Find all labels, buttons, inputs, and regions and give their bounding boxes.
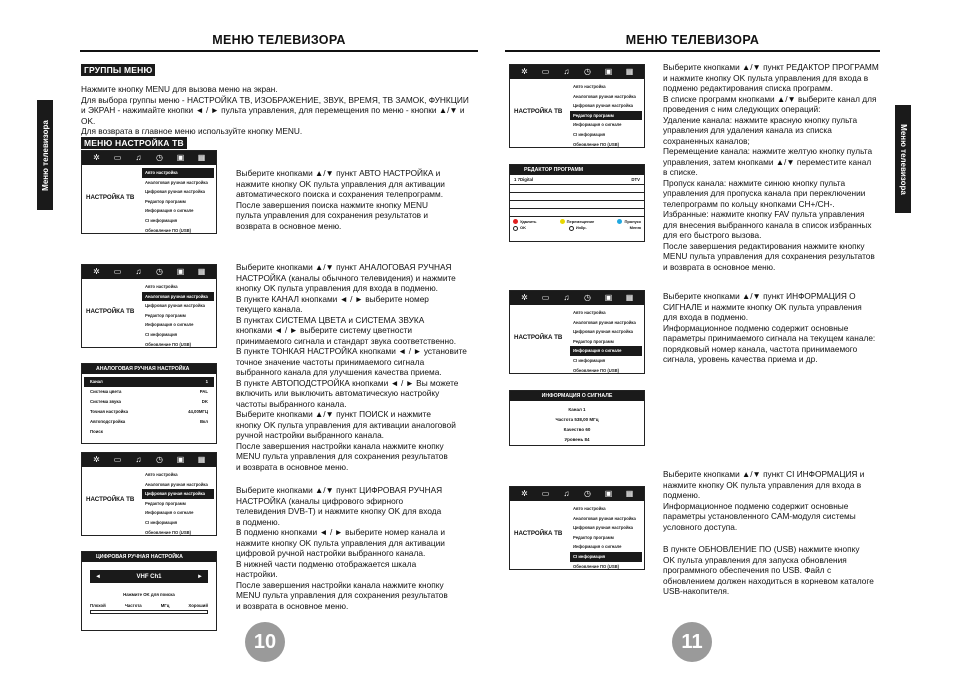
monitor-icon: ▭ — [113, 267, 122, 276]
intro-line: и ЭКРАН - нажимайте кнопки ◄ / ► пульта управления, для перемещения по меню - кнопки ▲/▼ и OK. — [81, 105, 465, 126]
clock-icon: ◷ — [156, 153, 163, 162]
text-line: НАСТРОЙКА (каналы обычного телевидения) и нажмите — [236, 272, 456, 283]
row-label: Точная настройка — [90, 409, 128, 414]
page-number: 10 — [245, 622, 285, 662]
menu-item-update[interactable]: Обновление ПО (USB) — [573, 367, 620, 373]
text-line: MENU пульта управления для сохранения результатов — [663, 251, 875, 261]
text-line: ручной настройки выбранного канала. — [236, 430, 384, 440]
legend-label: Перемещение — [566, 219, 595, 224]
legend-label: Избр. — [575, 225, 587, 231]
digital-tuning-text — [236, 485, 476, 611]
text-line: выбранного канала для улучшения качества приема. — [236, 367, 442, 377]
program-row-empty[interactable] — [510, 201, 644, 209]
text-line: В списке программ кнопками ▲/▼ выберите канал для — [663, 93, 877, 104]
menu-item-auto[interactable]: Авто настройка — [145, 472, 178, 477]
text-line: Выберите кнопками ▲/▼ пункт АНАЛОГОВАЯ РУЧНАЯ — [236, 262, 452, 272]
right-arrow-icon[interactable]: ► — [197, 573, 203, 580]
legend-fav — [569, 225, 587, 230]
text-line: обновлением должен находиться в корневом каталоге — [663, 575, 874, 586]
text-line: программного обеспечения по USB. Файл с — [663, 565, 832, 575]
scale-label: Хороший — [188, 603, 208, 608]
page-title: МЕНЮ ТЕЛЕВИЗОРА — [212, 33, 346, 47]
lock-icon: ▣ — [176, 455, 185, 464]
text-line: В пункте ТОНКАЯ НАСТРОЙКА кнопками ◄ / ► установите — [236, 346, 467, 356]
submenu-row[interactable] — [82, 417, 216, 427]
program-editor-text — [663, 62, 888, 272]
program-channel: 1 7Digital — [514, 177, 534, 182]
usb-update-text — [663, 544, 888, 597]
program-row-empty[interactable] — [510, 193, 644, 201]
editor-legend-row1 — [510, 217, 644, 224]
text-line: Выберите кнопками ▲/▼ пункт ЦИФРОВАЯ РУЧНАЯ — [236, 485, 443, 495]
tv-menu-screen — [509, 290, 645, 374]
text-line: проведения с ним следующих операций: — [663, 104, 821, 114]
text-line: и возврата в основное меню. — [236, 461, 349, 472]
signal-scale-bar — [90, 610, 208, 614]
music-note-icon: ♫ — [135, 153, 142, 162]
text-line: В пунктах СИСТЕМА ЦВЕТА и СИСТЕМА ЗВУКА — [236, 314, 425, 325]
menu-item-editor[interactable]: Редактор программ — [145, 500, 186, 506]
submenu-title: ИНФОРМАЦИЯ О СИГНАЛЕ — [510, 391, 644, 401]
menu-item-analog[interactable]: Аналоговая ручная настройка — [145, 481, 208, 487]
menu-item-editor[interactable]: Редактор программ — [145, 198, 186, 204]
lock-icon: ▣ — [604, 67, 613, 76]
gear-icon: ✲ — [521, 293, 528, 302]
legend-delete — [513, 219, 536, 224]
menu-item-editor[interactable]: Редактор программ — [570, 111, 642, 121]
menu-item-signal[interactable]: Информация о сигнале — [573, 122, 622, 128]
text-line: и возврата в основное меню. — [663, 261, 776, 272]
side-tab-label: Меню телевизора — [40, 119, 50, 191]
submenu-title: ЦИФРОВАЯ РУЧНАЯ НАСТРОЙКА — [82, 552, 216, 562]
row-value: 44,00МГЦ — [188, 409, 208, 414]
ok-button-icon — [513, 226, 518, 231]
menu-item-update[interactable]: Обновление ПО (USB) — [145, 529, 192, 535]
text-line: условного доступа. — [663, 521, 738, 532]
text-line: подменю редактирования списка программ. — [663, 83, 833, 93]
signal-info-line: Качество 60 — [563, 427, 591, 432]
row-label: Поиск — [90, 429, 103, 434]
menu-item-analog[interactable]: Аналоговая ручная настройка — [142, 292, 214, 302]
text-line: Информационное подменю содержит основные — [663, 500, 849, 511]
submenu-title: РЕДАКТОР ПРОГРАММ — [510, 165, 644, 175]
monitor-icon: ▭ — [113, 153, 122, 162]
legend-move — [560, 219, 595, 224]
digital-tuning-submenu — [81, 551, 217, 631]
text-line: настройки. — [236, 569, 278, 579]
music-note-icon: ♫ — [135, 267, 142, 276]
intro-text — [81, 84, 481, 137]
intro-line: Нажмите кнопку MENU для вызова меню на экран. — [81, 84, 278, 94]
text-line: Удаление канала: нажмите красную кнопку пульта — [663, 114, 858, 125]
text-line: Перемещение канала: нажмите желтую кнопку пульта — [663, 146, 873, 156]
side-tab-left — [37, 100, 53, 210]
grid-icon: ▦ — [625, 293, 634, 302]
clock-icon: ◷ — [156, 455, 163, 464]
fav-button-icon — [569, 226, 574, 231]
text-line: частоты выбранного канала. — [236, 398, 347, 409]
text-line: нажмите кнопку OK пульта управления для входа в — [663, 479, 862, 490]
yellow-button-icon — [560, 219, 565, 224]
menu-list — [570, 308, 642, 375]
menu-item-ci[interactable]: CI информация — [573, 131, 606, 137]
intro-line: Для выбора группы меню - НАСТРОЙКА ТВ, ИЗОБРАЖЕНИЕ, ЗВУК, ВРЕМЯ, ТВ ЗАМОК, ФУНКЦИИ — [81, 94, 469, 105]
text-line: Выберите кнопками ▲/▼ пункт ИНФОРМАЦИЯ О — [663, 291, 856, 301]
menu-item-editor[interactable]: Редактор программ — [145, 312, 186, 318]
menu-list — [142, 282, 214, 349]
text-line: USB-накопителя. — [663, 586, 730, 596]
menu-title: НАСТРОЙКА ТВ — [514, 334, 563, 341]
menu-title: НАСТРОЙКА ТВ — [86, 496, 135, 503]
gear-icon: ✲ — [521, 67, 528, 76]
tv-menu-screen — [81, 264, 217, 348]
scale-label: МГц — [160, 603, 170, 608]
text-line: Пропуск канала: нажмите синюю кнопку пульта — [663, 177, 846, 188]
row-value: DK — [201, 399, 208, 404]
text-line: пульта управления для сохранения результатов и — [236, 210, 429, 220]
text-line: параметры принимаемого сигнала на текущем канале: — [663, 333, 876, 343]
text-line: MENU пульта управления для сохранения результатов — [236, 451, 448, 461]
left-arrow-icon[interactable]: ◄ — [95, 573, 101, 580]
grid-icon: ▦ — [625, 489, 634, 498]
menu-item-auto[interactable]: Авто настройка — [142, 168, 214, 178]
monitor-icon: ▭ — [541, 67, 550, 76]
tv-menu-screen — [509, 64, 645, 148]
row-value: 1 — [205, 379, 208, 384]
row-label: Система звука — [90, 399, 121, 404]
clock-icon: ◷ — [584, 293, 591, 302]
tv-menu-screen — [509, 486, 645, 570]
text-line: После завершения настройки канала нажмите кнопку — [236, 579, 444, 590]
row-label: Канал — [90, 379, 103, 384]
menu-item-signal[interactable]: Информация о сигнале — [145, 208, 194, 214]
clock-icon: ◷ — [584, 489, 591, 498]
monitor-icon: ▭ — [113, 455, 122, 464]
text-line: параметры установленного CAM-модуля системы — [663, 511, 856, 521]
music-note-icon: ♫ — [563, 489, 570, 498]
submenu-row[interactable] — [82, 397, 216, 407]
page-title: МЕНЮ ТЕЛЕВИЗОРА — [625, 33, 760, 47]
text-line: кнопку OK пульта управления для входа в подменю. — [236, 283, 438, 293]
menu-item-update[interactable]: Обновление ПО (USB) — [145, 227, 192, 233]
monitor-icon: ▭ — [541, 293, 550, 302]
menu-item-auto[interactable]: Авто настройка — [145, 284, 178, 289]
music-note-icon: ♫ — [135, 455, 142, 464]
header-rule — [505, 50, 880, 52]
menu-item-ci[interactable]: CI информация — [145, 519, 178, 525]
tv-menu-screen — [81, 452, 217, 536]
menu-item-digital[interactable]: Цифровая ручная настройка — [145, 189, 205, 195]
text-line: нажмите кнопку OK пульта управления для активации — [236, 178, 445, 189]
intro-line: Для возврата в главное меню используйте кнопку MENU. — [81, 126, 303, 136]
legend-label: OK — [520, 225, 526, 231]
text-line: В подменю кнопками ◄ / ► выберите номер канала и — [236, 527, 446, 537]
side-tab-right — [895, 105, 911, 213]
menu-list — [570, 504, 642, 571]
signal-info-line: Уровень 84 — [564, 437, 590, 442]
gear-icon: ✲ — [93, 153, 100, 162]
menu-list — [142, 470, 214, 537]
search-hint: Нажмите OK для поиска — [123, 592, 175, 597]
menu-item-analog[interactable]: Аналоговая ручная настройка — [145, 179, 208, 185]
scale-label: Плохой — [90, 603, 106, 608]
menu-item-analog[interactable]: Аналоговая ручная настройка — [573, 319, 636, 325]
clock-icon: ◷ — [156, 267, 163, 276]
text-line: порядковый номер канала, частота принимаемого — [663, 343, 858, 354]
menu-icon-bar — [510, 65, 644, 79]
menu-title: НАСТРОЙКА ТВ — [86, 194, 135, 201]
program-row-empty[interactable] — [510, 209, 644, 217]
red-button-icon — [513, 219, 518, 224]
auto-tuning-text — [236, 168, 476, 231]
row-label: Автоподстройка — [90, 419, 126, 424]
signal-info-line: Частота 538,00 МГц — [555, 417, 599, 422]
text-line: OK пульта управления для запуска обновления — [663, 554, 847, 565]
menu-item-digital[interactable]: Цифровая ручная настройка — [573, 103, 633, 109]
submenu-row[interactable] — [82, 407, 216, 417]
menu-icon-bar — [82, 151, 216, 165]
grid-icon: ▦ — [197, 267, 206, 276]
legend-skip — [617, 219, 641, 224]
text-line: управления для пропуска канала при переключении — [663, 188, 866, 198]
menu-item-digital[interactable]: Цифровая ручная настройка — [573, 525, 633, 531]
menu-item-analog[interactable]: Аналоговая ручная настройка — [573, 515, 636, 521]
menu-item-auto[interactable]: Авто настройка — [573, 310, 606, 315]
menu-item-digital[interactable]: Цифровая ручная настройка — [142, 489, 214, 499]
section-tag-groups: ГРУППЫ МЕНЮ — [81, 64, 155, 76]
legend-label: Меню — [629, 225, 641, 231]
gear-icon: ✲ — [521, 489, 528, 498]
section-tag-settings: МЕНЮ НАСТРОЙКА ТВ — [81, 137, 187, 149]
menu-item-ci[interactable]: CI информация — [570, 552, 642, 562]
legend-ok — [513, 225, 526, 230]
row-value: PAL — [199, 389, 208, 394]
monitor-icon: ▭ — [541, 489, 550, 498]
text-line: для внесения выбранного канала в список избранных — [663, 219, 872, 230]
program-editor-submenu — [509, 164, 645, 242]
text-line: и нажмите кнопку OK пульта управления для входа в — [663, 72, 869, 83]
menu-item-signal[interactable]: Информация о сигнале — [145, 510, 194, 516]
text-line: в подменю. — [236, 516, 280, 527]
signal-info-text — [663, 291, 888, 365]
text-line: нажмите кнопку OK пульта управления для активации — [236, 537, 445, 548]
menu-item-auto[interactable]: Авто настройка — [573, 506, 606, 511]
menu-title: НАСТРОЙКА ТВ — [514, 530, 563, 537]
lock-icon: ▣ — [604, 293, 613, 302]
menu-icon-bar — [510, 487, 644, 501]
text-line: для входа в подменю. — [663, 312, 749, 322]
submenu-title: АНАЛОГОВАЯ РУЧНАЯ НАСТРОЙКА — [82, 364, 216, 374]
analog-tuning-submenu — [81, 363, 217, 444]
text-line: возврата в основное меню. — [236, 220, 342, 231]
menu-item-digital[interactable]: Цифровая ручная настройка — [145, 303, 205, 309]
text-line: НАСТРОЙКА (каналы цифрового эфирного — [236, 495, 404, 506]
menu-title: НАСТРОЙКА ТВ — [514, 108, 563, 115]
menu-icon-bar — [510, 291, 644, 305]
clock-icon: ◷ — [584, 67, 591, 76]
submenu-row[interactable] — [84, 377, 214, 387]
row-label: Система цвета — [90, 389, 122, 394]
text-line: принимаемого сигнала и стандарт звука соответственно. — [236, 335, 457, 346]
text-line: Выберите кнопками ▲/▼ пункт АВТО НАСТРОЙКА и — [236, 168, 441, 178]
text-line: Выберите кнопками ▲/▼ пункт РЕДАКТОР ПРОГРАММ — [663, 62, 879, 72]
legend-label: Пропуск — [624, 219, 641, 224]
text-line: СИГНАЛЕ и нажмите кнопку OK пульта управления — [663, 301, 862, 312]
signal-info-line: Канал 1 — [568, 407, 586, 412]
text-line: Выберите кнопками ▲/▼ пункт CI ИНФОРМАЦИЯ и — [663, 469, 865, 479]
grid-icon: ▦ — [197, 153, 206, 162]
text-line: в списке. — [663, 167, 698, 177]
blue-button-icon — [617, 219, 622, 224]
text-line: управления для удаления канала из списка — [663, 125, 832, 135]
menu-item-ci[interactable]: CI информация — [145, 331, 178, 337]
text-line: Выберите кнопками ▲/▼ пункт ПОИСК и нажмите — [236, 409, 431, 419]
scale-label: Частота — [124, 603, 142, 608]
text-line: телевидения DVB-T) и нажмите кнопку OK для входа — [236, 506, 442, 516]
text-line: В пункте АВТОПОДСТРОЙКА кнопками ◄ / ► Вы можете — [236, 377, 459, 388]
menu-item-signal[interactable]: Информация о сигнале — [145, 322, 194, 328]
row-value: Вкл — [199, 419, 208, 424]
menu-list — [142, 168, 214, 235]
gear-icon: ✲ — [93, 267, 100, 276]
menu-item-digital[interactable]: Цифровая ручная настройка — [573, 329, 633, 335]
text-line: сохраненных каналов; — [663, 135, 750, 146]
program-row[interactable] — [510, 175, 644, 185]
text-line: управления, затем кнопками ▲/▼ переместите канал — [663, 156, 872, 167]
header-rule — [80, 50, 478, 52]
page-header-right — [505, 33, 880, 49]
editor-legend-row2 — [510, 224, 644, 230]
program-type: DTV — [631, 177, 640, 182]
signal-info-submenu — [509, 390, 645, 446]
lock-icon: ▣ — [176, 267, 185, 276]
text-line: текущего канала. — [236, 304, 303, 314]
text-line: После завершения редактирования нажмите кнопку — [663, 240, 865, 251]
menu-item-signal[interactable]: Информация о сигнале — [573, 544, 622, 550]
menu-item-ci[interactable]: CI информация — [573, 357, 606, 363]
music-note-icon: ♫ — [563, 67, 570, 76]
analog-tuning-text — [236, 262, 476, 472]
legend-menu — [630, 225, 641, 230]
page-number: 11 — [672, 622, 712, 662]
menu-item-auto[interactable]: Авто настройка — [573, 84, 606, 89]
text-line: для его быстрого вызова. — [663, 230, 762, 240]
tv-menu-screen — [81, 150, 217, 234]
text-line: включить или выключить автоматическую настройку — [236, 388, 440, 398]
menu-item-ci[interactable]: CI информация — [145, 217, 178, 223]
page-header-left — [80, 33, 478, 49]
channel-selector[interactable] — [90, 570, 208, 583]
text-line: кнопку OK пульта управления для активации аналоговой — [236, 419, 456, 430]
menu-item-signal[interactable]: Информация о сигнале — [570, 346, 642, 356]
menu-item-editor[interactable]: Редактор программ — [573, 338, 614, 344]
menu-title: НАСТРОЙКА ТВ — [86, 308, 135, 315]
ci-info-text — [663, 469, 888, 532]
submenu-row[interactable] — [82, 387, 216, 397]
text-line: После завершения поиска нажмите кнопку MENU — [236, 199, 428, 210]
menu-item-update[interactable]: Обновление ПО (USB) — [573, 563, 620, 569]
lock-icon: ▣ — [176, 153, 185, 162]
menu-item-update[interactable]: Обновление ПО (USB) — [573, 141, 620, 147]
grid-icon: ▦ — [197, 455, 206, 464]
text-line: подменю. — [663, 490, 701, 500]
text-line: цифровой ручной настройки выбранного канала. — [236, 548, 426, 558]
text-line: телепрограмм по кольцу кнопками CH+/CH-. — [663, 198, 835, 209]
text-line: В нижней части подменю отображается шкала — [236, 558, 417, 569]
music-note-icon: ♫ — [563, 293, 570, 302]
menu-list — [570, 82, 642, 149]
lock-icon: ▣ — [604, 489, 613, 498]
text-line: В пункте ОБНОВЛЕНИЕ ПО (USB) нажмите кнопку — [663, 544, 860, 554]
text-line: Информационное подменю содержит основные — [663, 322, 849, 333]
menu-icon-bar — [82, 453, 216, 467]
text-line: кнопками ◄ / ► выберите систему цветности — [236, 325, 413, 335]
program-row-empty[interactable] — [510, 185, 644, 193]
gear-icon: ✲ — [93, 455, 100, 464]
text-line: и возврата в основное меню. — [236, 600, 349, 611]
menu-item-editor[interactable]: Редактор программ — [573, 534, 614, 540]
signal-scale-labels — [82, 603, 216, 608]
menu-item-update[interactable]: Обновление ПО (USB) — [145, 341, 192, 347]
grid-icon: ▦ — [625, 67, 634, 76]
menu-item-analog[interactable]: Аналоговая ручная настройка — [573, 93, 636, 99]
text-line: MENU пульта управления для сохранения результатов — [236, 590, 448, 600]
text-line: сигнала, уровень качества приема и др. — [663, 354, 818, 364]
text-line: После завершения настройки канала нажмите кнопку — [236, 440, 444, 451]
channel-value: VHF Ch1 — [136, 573, 162, 580]
text-line: Избранные: нажмите кнопку FAV пульта управления — [663, 209, 865, 219]
submenu-row[interactable] — [82, 427, 216, 437]
text-line: автоматического поиска и сохранения телепрограмм. — [236, 189, 444, 199]
text-line: В пункте КАНАЛ кнопками ◄ / ► выберите номер — [236, 293, 429, 304]
legend-label: Удалить — [520, 219, 537, 224]
text-line: точное значение частоты принимаемого сигнала — [236, 356, 425, 367]
side-tab-label: Меню телевизора — [898, 123, 908, 195]
menu-icon-bar — [82, 265, 216, 279]
